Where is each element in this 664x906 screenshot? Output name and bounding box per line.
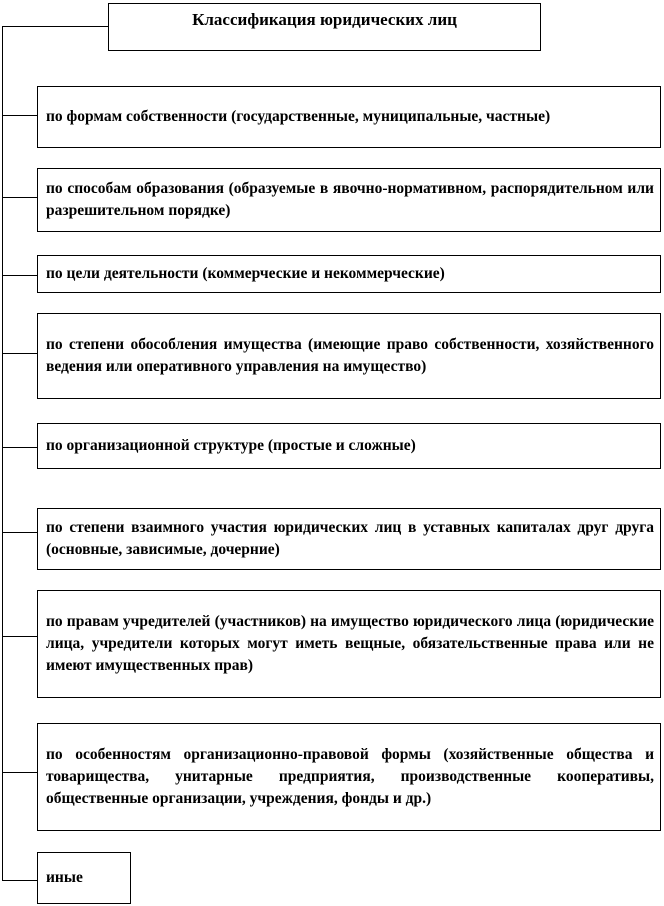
category-box-founder-rights: [37, 590, 661, 698]
category-label-other: иные: [46, 869, 83, 886]
category-label-structure: по организационной структуре (простые и сложные): [46, 437, 416, 454]
connector-branch-8: [2, 772, 37, 773]
connector-branch-7: [2, 636, 37, 637]
category-box-property-separation: [37, 313, 661, 399]
category-label-ownership: по формам собственности (государственные, муниципальные, частные): [46, 108, 551, 125]
category-box-formation: [37, 168, 661, 232]
category-label-purpose: по цели деятельности (коммерческие и некоммерческие): [46, 265, 445, 282]
category-box-other: [37, 852, 131, 904]
connector-title-to-trunk: [2, 26, 108, 27]
category-box-mutual-participation: [37, 508, 661, 570]
connector-trunk: [2, 26, 3, 880]
category-label-founder-rights: по правам учредителей (участников) на имущество юридического лица (юридические лица, учредители которых могут иметь вещные, обязательственные права или не имеют имущественных прав): [46, 613, 654, 674]
connector-branch-2: [2, 197, 37, 198]
diagram-title: Классификация юридических лиц: [108, 3, 541, 51]
connector-branch-1: [2, 115, 37, 116]
connector-branch-5: [2, 447, 37, 448]
category-label-mutual-participation: по степени взаимного участия юридических лиц в уставных капиталах друг друга (основные, зависимые, дочерние): [46, 519, 654, 558]
category-label-property-separation: по степени обособления имущества (имеющие право собственности, хозяйственного ведения или оперативного управления на имущество): [46, 336, 654, 375]
connector-branch-9: [2, 880, 37, 881]
category-label-formation: по способам образования (образуемые в явочно-нормативном, распорядительном или разрешительном порядке): [46, 180, 654, 219]
category-box-legal-form: [37, 723, 661, 831]
connector-branch-4: [2, 353, 37, 354]
category-label-legal-form: по особенностям организационно-правовой формы (хозяйственные общества и товарищества, унитарные предприятия, производственные кооперативы, общественные организации, учреждения, фонды и др.): [46, 746, 654, 807]
connector-branch-6: [2, 532, 37, 533]
category-box-purpose: [37, 255, 661, 293]
category-box-structure: [37, 423, 661, 469]
connector-branch-3: [2, 275, 37, 276]
category-box-ownership: [37, 86, 661, 148]
